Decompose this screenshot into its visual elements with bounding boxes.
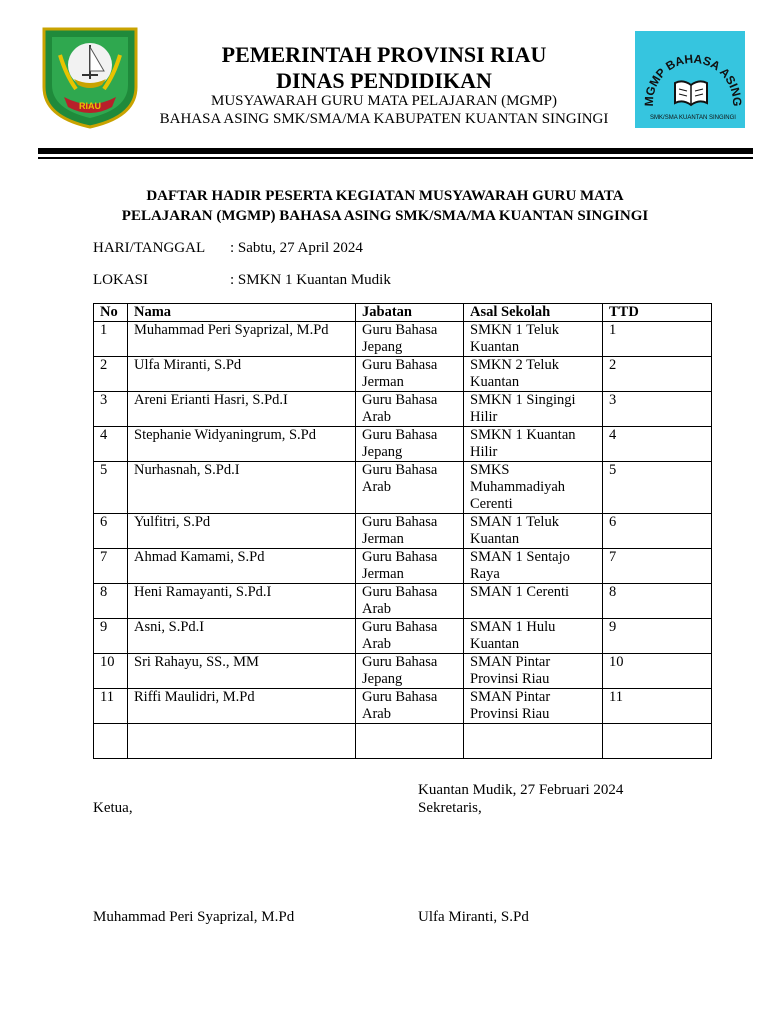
cell-ttd: 1	[603, 322, 712, 357]
kop-line-3: MUSYAWARAH GURU MATA PELAJARAN (MGMP)	[211, 93, 557, 109]
sekretaris-name: Ulfa Miranti, S.Pd	[418, 909, 529, 925]
cell-asal-sekolah: SMAN 1 Cerenti	[464, 584, 603, 619]
cell-asal-sekolah: SMAN 1 Sentajo Raya	[464, 549, 603, 584]
table-row	[94, 392, 712, 427]
cell-ttd: 9	[603, 619, 712, 654]
cell-asal-sekolah: SMKS Muhammadiyah Cerenti	[464, 462, 603, 514]
document-title-line-2: PELAJARAN (MGMP) BAHASA ASING SMK/SMA/MA KUANTAN SINGINGI	[121, 208, 649, 224]
cell-jabatan: Guru Bahasa Jepang	[356, 322, 464, 357]
svg-text:SMK/SMA KUANTAN SINGINGI: SMK/SMA KUANTAN SINGINGI	[650, 115, 736, 121]
cell-nama: Asni, S.Pd.I	[128, 619, 356, 654]
table-header-row	[94, 304, 712, 322]
cell-asal-sekolah: SMAN 1 Teluk Kuantan	[464, 514, 603, 549]
cell-nama: Ahmad Kamami, S.Pd	[128, 549, 356, 584]
table-row	[94, 322, 712, 357]
table-row	[94, 462, 712, 514]
cell-nama: Muhammad Peri Syaprizal, M.Pd	[128, 322, 356, 357]
lokasi-label: LOKASI	[93, 272, 148, 288]
cell-nama: Ulfa Miranti, S.Pd	[128, 357, 356, 392]
cell-jabatan: Guru Bahasa Arab	[356, 689, 464, 724]
cell-ttd: 3	[603, 392, 712, 427]
table-row	[94, 427, 712, 462]
cell-asal-sekolah: SMKN 1 Singingi Hilir	[464, 392, 603, 427]
table-row	[94, 357, 712, 392]
cell-nama: Sri Rahayu, SS., MM	[128, 654, 356, 689]
cell-no: 10	[94, 654, 128, 689]
cell-nama: Yulfitri, S.Pd	[128, 514, 356, 549]
table-row	[94, 549, 712, 584]
table-row	[94, 689, 712, 724]
ketua-label: Ketua,	[93, 800, 133, 816]
svg-text:RIAU: RIAU	[79, 101, 101, 111]
table-row	[94, 619, 712, 654]
kop-line-4: BAHASA ASING SMK/SMA/MA KABUPATEN KUANTAN SINGINGI	[159, 111, 609, 127]
kop-line-2: DINAS PENDIDIKAN	[276, 68, 492, 93]
hari-tanggal-value: : Sabtu, 27 April 2024	[230, 240, 363, 256]
sekretaris-label: Sekretaris,	[418, 800, 482, 816]
cell-no: 8	[94, 584, 128, 619]
cell-ttd: 10	[603, 654, 712, 689]
document-title-line-1: DAFTAR HADIR PESERTA KEGIATAN MUSYAWARAH GURU MATA	[146, 188, 624, 204]
table-cell	[94, 724, 128, 759]
cell-nama: Areni Erianti Hasri, S.Pd.I	[128, 392, 356, 427]
cell-nama: Stephanie Widyaningrum, S.Pd	[128, 427, 356, 462]
header-ttd: TTD	[603, 304, 712, 322]
cell-nama: Heni Ramayanti, S.Pd.I	[128, 584, 356, 619]
table-cell	[356, 724, 464, 759]
table-cell	[603, 724, 712, 759]
cell-no: 11	[94, 689, 128, 724]
cell-jabatan: Guru Bahasa Jerman	[356, 514, 464, 549]
cell-ttd: 2	[603, 357, 712, 392]
ketua-name: Muhammad Peri Syaprizal, M.Pd	[93, 909, 295, 925]
header-no: No	[94, 304, 128, 322]
cell-jabatan: Guru Bahasa Arab	[356, 462, 464, 514]
header-asal-sekolah: Asal Sekolah	[464, 304, 603, 322]
cell-jabatan: Guru Bahasa Jerman	[356, 357, 464, 392]
table-row	[94, 584, 712, 619]
cell-no: 5	[94, 462, 128, 514]
table-cell	[128, 724, 356, 759]
table-row-blank	[94, 724, 712, 759]
table-cell	[464, 724, 603, 759]
cell-no: 2	[94, 357, 128, 392]
cell-asal-sekolah: SMKN 1 Kuantan Hilir	[464, 427, 603, 462]
cell-ttd: 7	[603, 549, 712, 584]
cell-asal-sekolah: SMAN 1 Hulu Kuantan	[464, 619, 603, 654]
cell-jabatan: Guru Bahasa Jerman	[356, 549, 464, 584]
cell-asal-sekolah: SMAN Pintar Provinsi Riau	[464, 689, 603, 724]
cell-asal-sekolah: SMAN Pintar Provinsi Riau	[464, 654, 603, 689]
cell-jabatan: Guru Bahasa Arab	[356, 584, 464, 619]
letterhead-divider-thick	[38, 148, 753, 154]
header-nama: Nama	[128, 304, 356, 322]
hari-tanggal-label: HARI/TANGGAL	[93, 240, 206, 256]
cell-nama: Nurhasnah, S.Pd.I	[128, 462, 356, 514]
cell-jabatan: Guru Bahasa Jepang	[356, 427, 464, 462]
cell-jabatan: Guru Bahasa Arab	[356, 392, 464, 427]
cell-no: 9	[94, 619, 128, 654]
cell-no: 6	[94, 514, 128, 549]
cell-ttd: 8	[603, 584, 712, 619]
kop-line-1: PEMERINTAH PROVINSI RIAU	[221, 42, 547, 67]
attendance-table	[93, 303, 712, 759]
cell-ttd: 11	[603, 689, 712, 724]
svg-text:MGMP BAHASA ASING: MGMP BAHASA ASING	[641, 51, 745, 107]
cell-ttd: 5	[603, 462, 712, 514]
cell-jabatan: Guru Bahasa Arab	[356, 619, 464, 654]
letterhead-divider-thin	[38, 157, 753, 159]
cell-ttd: 4	[603, 427, 712, 462]
cell-asal-sekolah: SMKN 2 Teluk Kuantan	[464, 357, 603, 392]
cell-no: 4	[94, 427, 128, 462]
cell-jabatan: Guru Bahasa Jepang	[356, 654, 464, 689]
cell-nama: Riffi Maulidri, M.Pd	[128, 689, 356, 724]
cell-ttd: 6	[603, 514, 712, 549]
header-jabatan: Jabatan	[356, 304, 464, 322]
cell-no: 3	[94, 392, 128, 427]
lokasi-value: : SMKN 1 Kuantan Mudik	[230, 272, 391, 288]
table-row	[94, 514, 712, 549]
table-row	[94, 654, 712, 689]
cell-no: 7	[94, 549, 128, 584]
place-date: Kuantan Mudik, 27 Februari 2024	[418, 782, 624, 798]
cell-no: 1	[94, 322, 128, 357]
cell-asal-sekolah: SMKN 1 Teluk Kuantan	[464, 322, 603, 357]
